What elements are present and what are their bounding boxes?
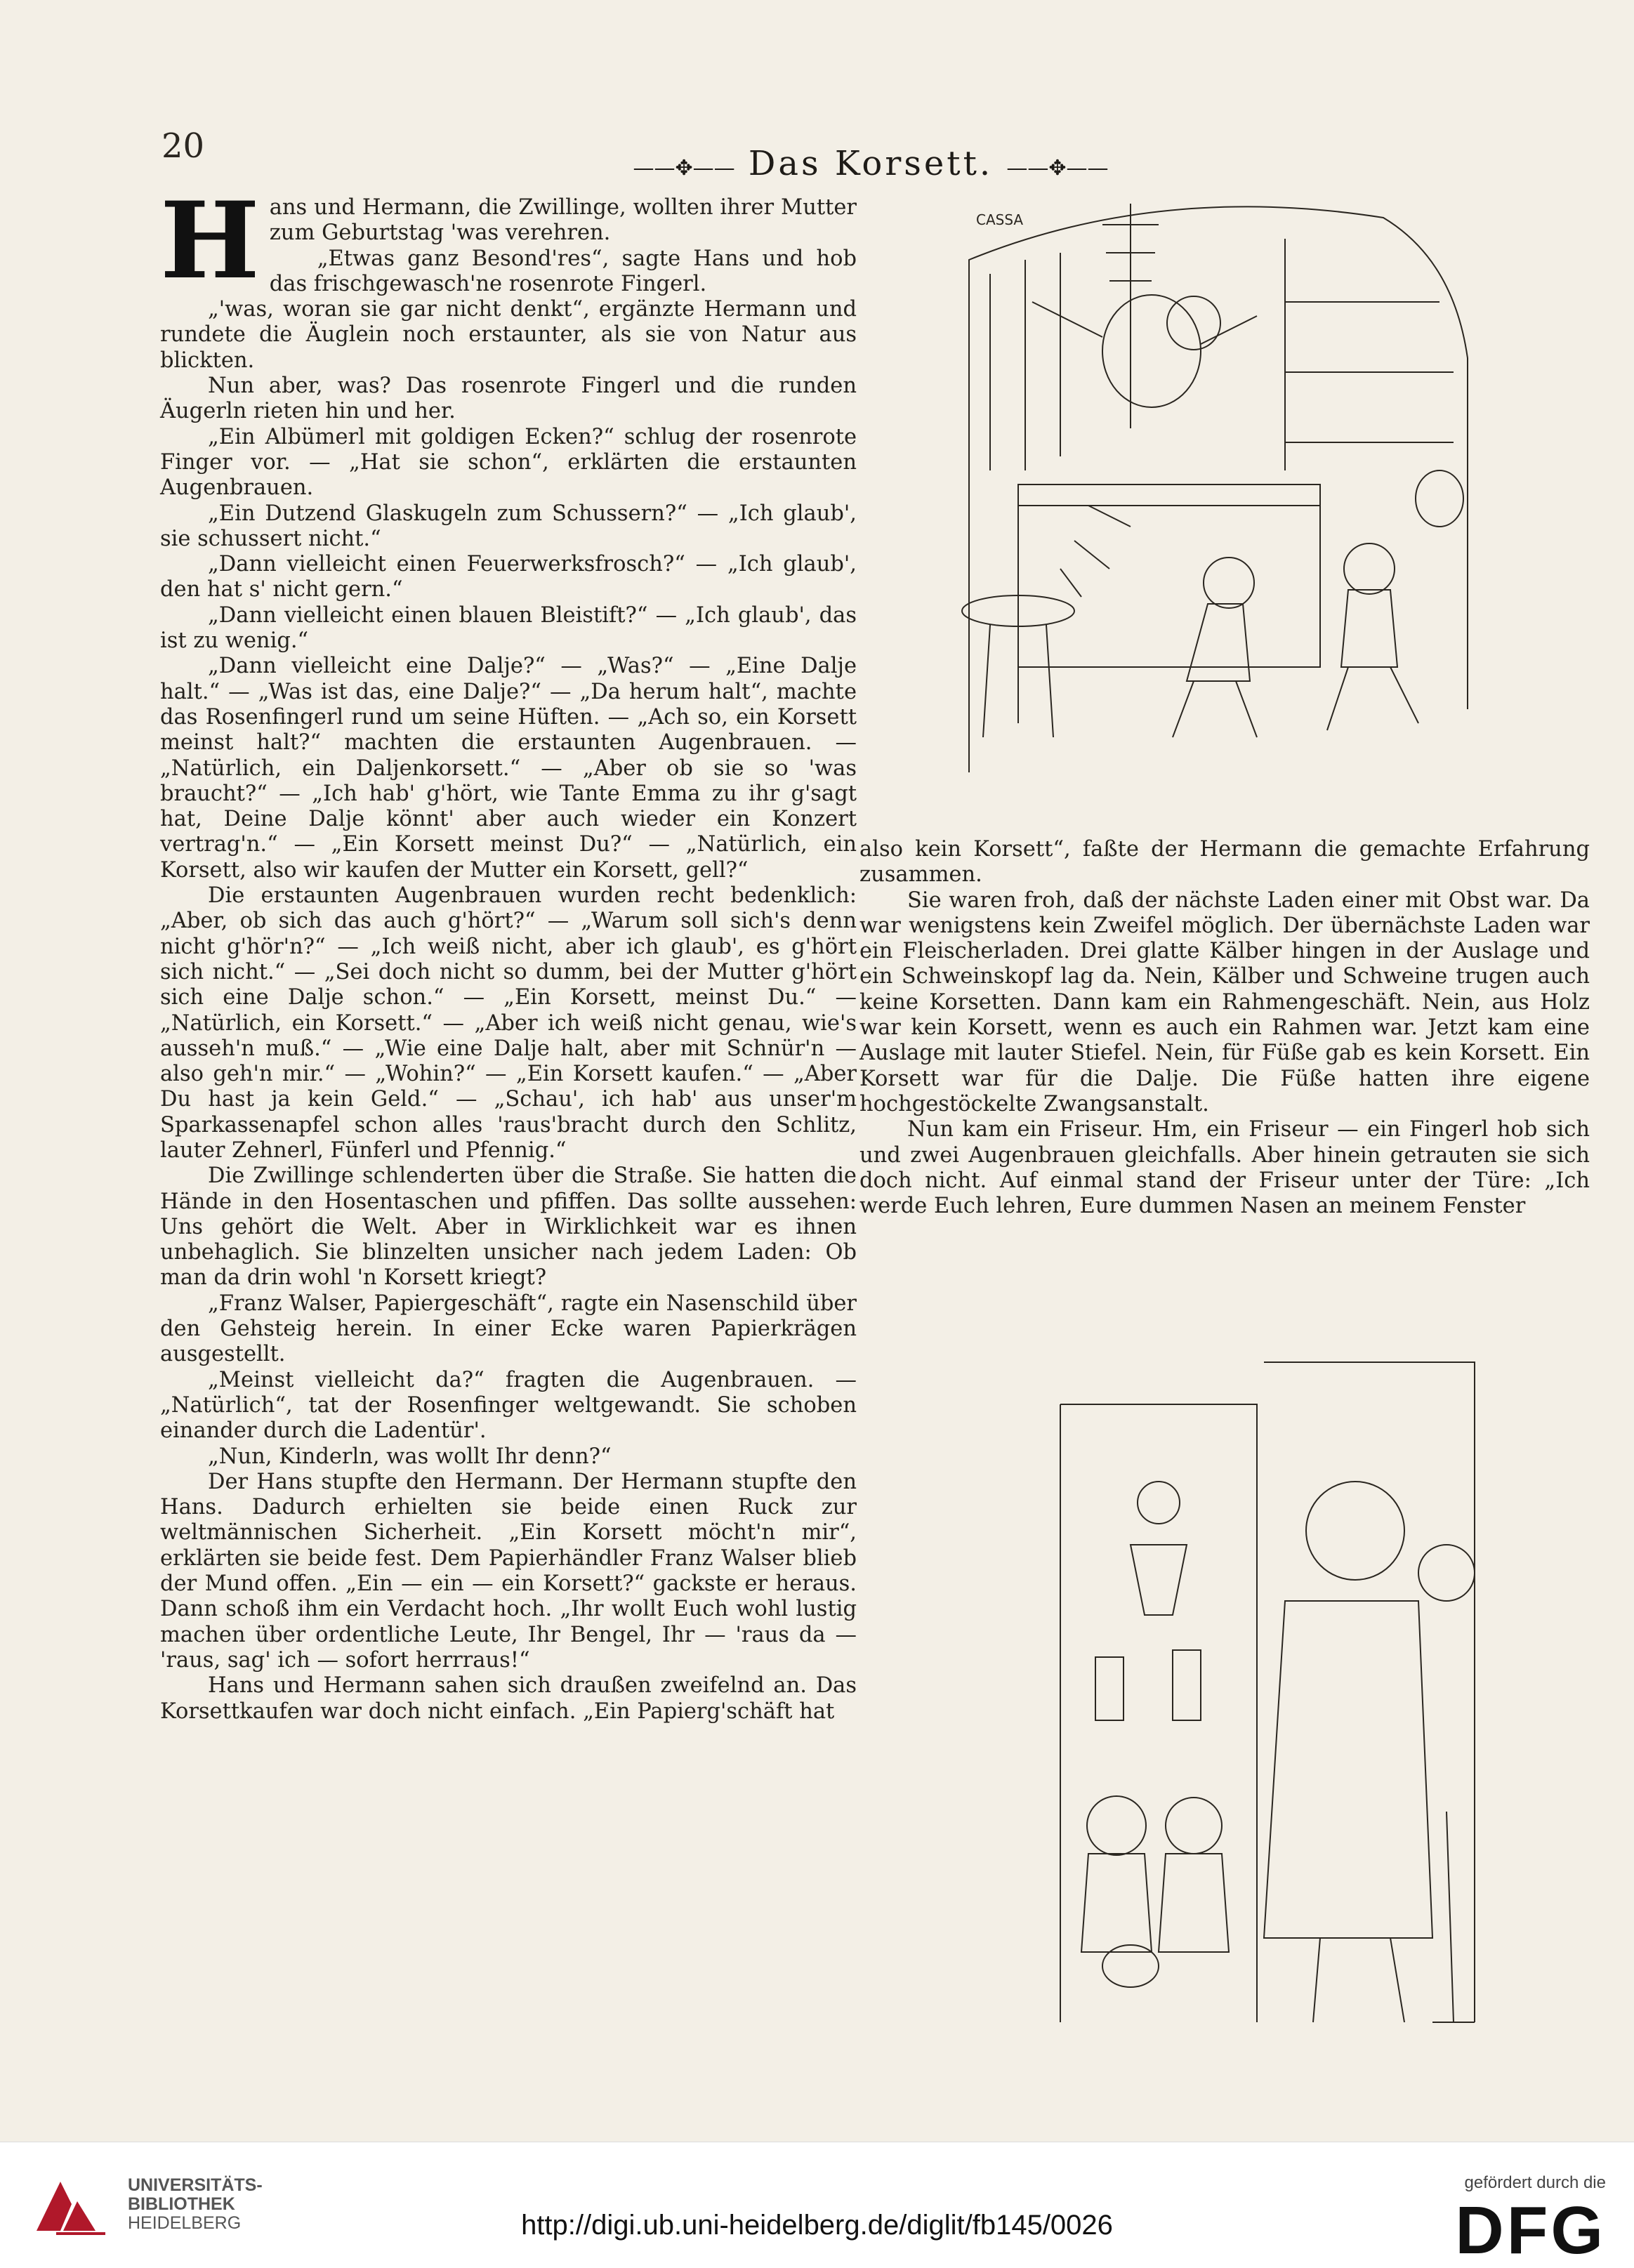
paragraph: also kein Korsett“, faßte der Hermann die gemachte Erfahrung zusammen. xyxy=(859,837,1590,888)
paragraph: „Franz Walser, Papiergeschäft“, ragte ein Nasenschild über den Gehsteig herein. In einer Ecke waren Papierkrägen ausgestellt. xyxy=(160,1291,857,1367)
paragraph: Nun aber, was? Das rosenrote Fingerl und die runden Äugerln rieten hin und her. xyxy=(160,374,857,424)
boy-one-legs xyxy=(1173,681,1257,737)
permalink-url[interactable]: http://digi.ub.uni-heidelberg.de/diglit/fb145/0026 xyxy=(521,2210,1113,2241)
paragraph: „Nun, Kinderln, was wollt Ihr denn?“ xyxy=(208,1444,612,1469)
paragraph: Die erstaunten Augenbrauen wurden recht bedenklich: „Aber, ob sich das auch g'hört?“ — „Warum soll sich's denn nicht g'hör'n?“ — „Ich weiß nicht, aber ich glaub', es g'hört sich nicht.“ — „Sei doch nicht so dumm, bei der Mutter g'hört sich eine Dalje schon.“ — „Ein Korsett, meinst Du.“ — „Natürlich, ein Korsett.“ — „Aber ich weiß nicht genau, wie's ausseh'n muß.“ — „Wie eine Dalje halt, aber mit Schnür'n — also geh'n mir.“ — „Wohin?“ — „Ein Korsett kaufen.“ — „Aber Du hast ja kein Geld.“ — „Schau', ich hab' aus unser'm Sparkassenapfel schon alles 'raus'bracht durch den Schlitz, lauter Zehnerl, Fünferl und Pfennig.“ xyxy=(160,883,857,1163)
drop-cap: H xyxy=(160,179,260,303)
title-ornament-left-icon: ——✥—— xyxy=(633,156,735,180)
barber-body xyxy=(1264,1601,1432,1938)
illustration-frame-outline xyxy=(969,206,1468,772)
paragraph: Nun kam ein Friseur. Hm, ein Friseur — ein Fingerl hob sich und zwei Augenbrauen gleichfalls. Aber hinein getrauten sie sich doch nicht. Auf einmal stand der Friseur unter der Türe: „Ich werde Euch lehren, Eure dummen Nasen an meinem Fenster xyxy=(859,1117,1590,1219)
title-text: Das Korsett. xyxy=(748,144,994,183)
funding-caption: gefördert durch die xyxy=(1464,2173,1606,2192)
paragraph: „Ein Dutzend Glaskugeln zum Schussern?“ — „Ich glaub', sie schussert nicht.“ xyxy=(160,501,857,551)
boy-one-body xyxy=(1187,604,1250,681)
boy-one-body xyxy=(1081,1854,1152,1952)
library-line: UNIVERSITÄTS- xyxy=(128,2175,263,2195)
paragraph: Sie waren froh, daß der nächste Laden einer mit Obst war. Da war wenigstens kein Zweifel möglich. Der übernächste Laden war ein Fleischerladen. Drei glatte Kälber hingen in der Auslage und ein Schweinskopf lag da. Nein, Kälber und Schweine trugen auch keine Korsetten. Dann kam ein Rahmengeschäft. Nein, aus Holz war kein Korsett, wenn es auch ein Rahmen war. Jetzt kam eine Auslage mit lauter Stiefel. Nein, für Füße gab es kein Korsett. Ein Korsett war für die Dalje. Die Füße hatten ihre eigene hochgestöckelte Zwangsanstalt. xyxy=(859,888,1590,1116)
barber-head xyxy=(1306,1482,1404,1580)
table-legs xyxy=(983,625,1053,737)
shopkeeper-arms xyxy=(1032,302,1257,344)
paragraph: „Dann vielleicht einen Feuerwerksfrosch?“ — „Ich glaub', den hat s' nicht gern.“ xyxy=(160,552,857,602)
paragraph: „Etwas ganz Besond'res“, sagte Hans und hob das frischgewasch'ne rosenrote Fingerl. xyxy=(269,246,857,296)
shop-counter xyxy=(1018,484,1320,667)
paragraph: „Dann vielleicht eine Dalje?“ — „Was?“ — „Eine Dalje halt.“ — „Was ist das, eine Dalje?“ — „Da herum halt“, machte das Rosenfingerl rund um seine Hüften. — „Ach so, ein Korsett meinst halt?“ machten die erstaunten Augenbrauen. — „Natürlich, ein Daljenkorsett.“ — „Aber ob sie so 'was braucht?“ — „Ich hab' g'hört, wie Tante Emma zu ihr g'sagt hat, Deine Dalje könnt' aber auch wieder ein Konzert vertrag'n.“ — „Ein Korsett meinst Du?“ — „Natürlich, ein Korsett, also wir kaufen der Mutter ein Korsett, gell?“ xyxy=(160,654,857,883)
shop-shelves xyxy=(1285,239,1454,470)
shop-bottle xyxy=(1173,1650,1201,1720)
cassa-sign: CASSA xyxy=(976,211,1024,228)
boy-two-head xyxy=(1344,543,1395,594)
boy-two-body xyxy=(1341,590,1397,667)
boy-two-head xyxy=(1166,1798,1222,1854)
woman-in-doorway xyxy=(1418,1545,1475,1601)
shop-bottle xyxy=(1095,1657,1124,1720)
broom xyxy=(1432,1812,1475,2022)
page-number: 20 xyxy=(162,126,205,166)
left-text-column xyxy=(160,179,857,1725)
library-line: HEIDELBERG xyxy=(128,2213,242,2233)
wig-head-display xyxy=(1138,1482,1180,1524)
doorway-frame xyxy=(1264,1362,1475,2022)
paragraph: „'was, woran sie gar nicht denkt“, ergänzte Hermann und rundete die Äuglein noch erstaunter, als sie von Natur aus blickten. xyxy=(160,297,857,373)
right-text-column xyxy=(859,837,1590,1219)
illustration-barber-shop xyxy=(1053,1320,1489,2043)
paragraph: Hans und Hermann sahen sich draußen zweifelnd an. Das Korsettkaufen war doch nicht einfach. „Ein Papierg'schäft hat xyxy=(160,1673,857,1724)
dfg-logo: DFG xyxy=(1455,2193,1606,2268)
barber-legs xyxy=(1313,1938,1404,2022)
shopkeeper-figure xyxy=(1102,295,1201,407)
wig-stand xyxy=(1131,1545,1187,1615)
paragraph: „Meinst vielleicht da?“ fragten die Augenbrauen. — „Natürlich“, tat der Rosenfinger weltgewandt. Sie schoben einander durch die Ladentür'. xyxy=(160,1367,857,1444)
paragraph-text: ans und Hermann, die Zwillinge, wollten ihrer Mutter zum Geburtstag 'was verehren. xyxy=(269,195,857,246)
display-stand xyxy=(1102,204,1159,428)
boy-two-legs xyxy=(1327,667,1418,730)
flying-papers xyxy=(1060,506,1131,597)
paragraph: „Dann vielleicht einen blauen Bleistift?“ — „Ich glaub', das ist zu wenig.“ xyxy=(160,602,857,654)
boy-two-body xyxy=(1159,1854,1229,1952)
paragraph: Die Zwillinge schlenderten über die Straße. Sie hatten die Hände in den Hosentaschen und pfiffen. Das sollte aussehen: Uns gehört die Welt. Aber in Wirklichkeit war es ihnen unbehaglich. Sie blinzelten unsicher nach jedem Laden: Ob man da drin wohl 'n Korsett kriegt? xyxy=(160,1163,857,1291)
boy-one-head xyxy=(1087,1796,1146,1855)
paragraph: Der Hans stupfte den Hermann. Der Hermann stupfte den Hans. Dadurch erhielten sie beide einen Ruck zur weltmännischen Sicherheit. „Ein Korsett möcht'n mir“, erklärten sie beide fest. Dem Papierhändler Franz Walser blieb der Mund offen. „Ein — ein — ein Korsett?“ gackste er heraus. Dann schoß ihm ein Verdacht hoch. „Ihr wollt Euch wohl lustig machen über ordentliche Leute, Ihr Bengel, Ihr — 'raus da — 'raus, sag' ich — sofort herrraus!“ xyxy=(160,1469,857,1673)
library-line: BIBLIOTHEK xyxy=(128,2194,235,2214)
illustration-stationery-shop xyxy=(948,176,1482,772)
shelf-posts xyxy=(990,253,1060,470)
digitization-footer xyxy=(0,2142,1634,2268)
boy-one-head xyxy=(1204,558,1254,608)
paragraph: „Ein Albümerl mit goldigen Ecken?“ schlug der rosenrote Finger vor. — „Hat sie schon“, erklärten die erstaunten Augenbrauen. xyxy=(160,424,857,501)
title-ornament-right-icon: ——✥—— xyxy=(1006,156,1109,180)
thrown-hat xyxy=(1416,470,1463,527)
